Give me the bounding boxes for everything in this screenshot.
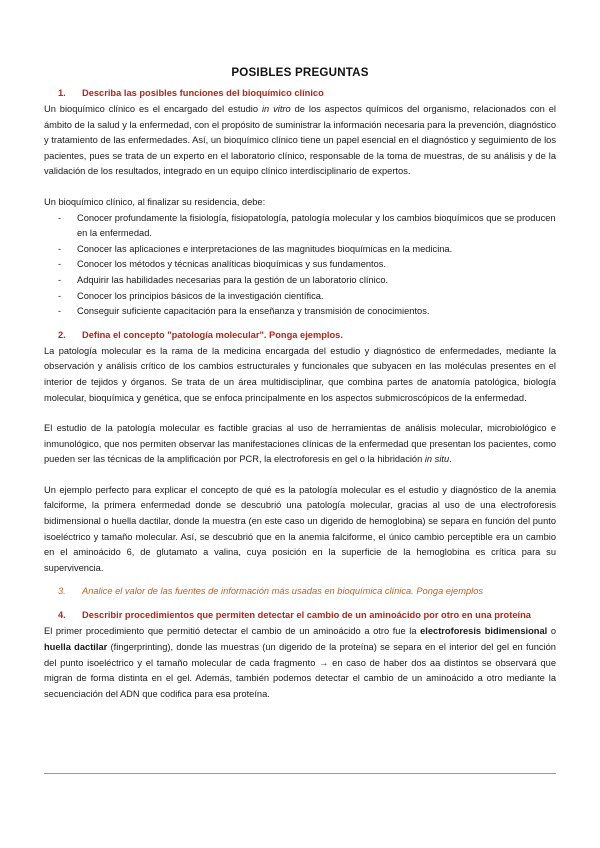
q1-p1-italic: in vitro [261,104,291,114]
q4-p1-bold-1: electroforesis bidimensional [420,626,548,637]
q4-p1-text-c: (fingerprinting), donde las muestras (un digerido de la proteína) se separa en el interior del gel en función del punto isoeléctrico y el tamaño molecular de cada fragmento → en caso de haber dos aa distintos se observará que migran de forma distinta en el gel. Además, también podemos detectar el cambio de un aminoácido a otro mediante la secuenciación del ADN que codifica para esa proteína. [44,642,556,699]
q1-bullet-list [44,211,556,320]
q1-paragraph-2: Un bioquímico clínico, al finalizar su residencia, debe: [44,196,266,207]
list-item: - Conocer los métodos y técnicas analíticas bioquímicas y sus fundamentos. [58,257,556,273]
q2-p2-italic: in situ [424,454,450,465]
list-item: - Conseguir suficiente capacitación para la enseñanza y transmisión de conocimientos. [58,304,556,320]
question-4-heading [44,608,556,622]
list-item: - Conocer las aplicaciones e interpretaciones de las magnitudes bioquímicas en la medicina. [58,242,556,258]
question-3-text: Analice el valor de las fuentes de información más usadas en bioquímica clínica. Ponga ejemplos [82,586,484,597]
question-2-text: Defina el concepto "patología molecular". Ponga ejemplos. [82,329,343,340]
q4-p1-text-b: o [547,626,556,637]
list-item: - Conocer los principios básicos de la investigación científica. [58,289,556,305]
question-3-number: 3. [58,586,66,597]
question-1-text: Describa las posibles funciones del bioquímico clínico [82,88,324,98]
q2-paragraph-1: La patología molecular es la rama de la medicina encargada del estudio y diagnóstico de enfermedades, mediante la observación y análisis crítico de los cambios estructurales y funcionales que subyacen en las moléculas presentes en el interior de tejidos y órganos. Se trata de un área multidisciplinar, que combina partes de anatomía patológica, biología molecular, bioquímica y genética, que se enfoca principalmente en los aspectos submicroscópicos de la enfermedad. [44,345,556,403]
q4-p1-text-a: El primer procedimiento que permitió detectar el cambio de un aminoácido a otro fue la [44,626,421,637]
q4-paragraph-1 [44,624,556,702]
question-1-number: 1. [58,88,66,98]
q4-p1-bold-2: huella dactilar [44,642,108,653]
list-item: - Adquirir las habilidades necesarias para la gestión de un laboratorio clínico. [58,273,556,289]
bottom-divider [44,773,556,774]
q2-paragraph-2 [44,421,556,468]
q1-p1-text-a: Un bioquímico clínico es el encargado del estudio [44,104,262,114]
question-3-heading [44,584,556,598]
page-title: POSIBLES PREGUNTAS [231,66,369,79]
question-4-text: Describir procedimientos que permiten detectar el cambio de un aminoácido por otro en una proteína [82,610,531,621]
q1-p1-text-b: de los aspectos químicos del organismo, relacionados con el ámbito de la salud y la enfermedad, con el propósito de suministrar la información necesaria para la prevención, diagnóstico y tratamiento de las enfermedades. Así, un bioquímico clínico tiene un papel esencial en el diagnóstico y seguimiento de los pacientes, pues se trata de un experto en el laboratorio clínico, responsable de la toma de muestras, de su análisis y de la validación de los resultados, integrado en un equipo clínico interdisciplinario de expertos. [44,104,556,177]
q2-p2-text-a: El estudio de la patología molecular es factible gracias al uso de herramientas de análisis molecular, microbiológico e inmunológico, que nos permiten observar las manifestaciones clínicas de la enfermedad que presentan los pacientes, como pueden ser las técnicas de la amplificación por PCR, la electroforesis en gel o la hibridación [44,423,556,465]
list-item: - Conocer profundamente la fisiología, fisiopatología, patología molecular y los cambios bioquímicos que se producen en la enfermedad. [58,211,556,242]
question-2-heading [44,328,556,342]
q1-paragraph-1 [44,102,556,180]
question-4-number: 4. [58,610,66,621]
question-1-heading [44,86,556,100]
q2-paragraph-3: Un ejemplo perfecto para explicar el concepto de qué es la patología molecular es el estudio y diagnóstico de la anemia falciforme, la primera enfermedad donde se descubrió una patología molecular, gracias al uso de una electroforesis bidimensional o huella dactilar, donde la muestra (en este caso un digerido de hemoglobina) se separa en función del punto isoeléctrico y tamaño molecular. Así, se descubrió que en la anemia falciforme, el único cambio perceptible era un cambio en el aminoácido 6, de glutamato a valina, cuya posición en la superficie de la hemoglobina es crítica para su supervivencia. [44,484,556,573]
q2-p2-text-b: . [449,454,452,465]
question-2-number: 2. [58,329,66,340]
